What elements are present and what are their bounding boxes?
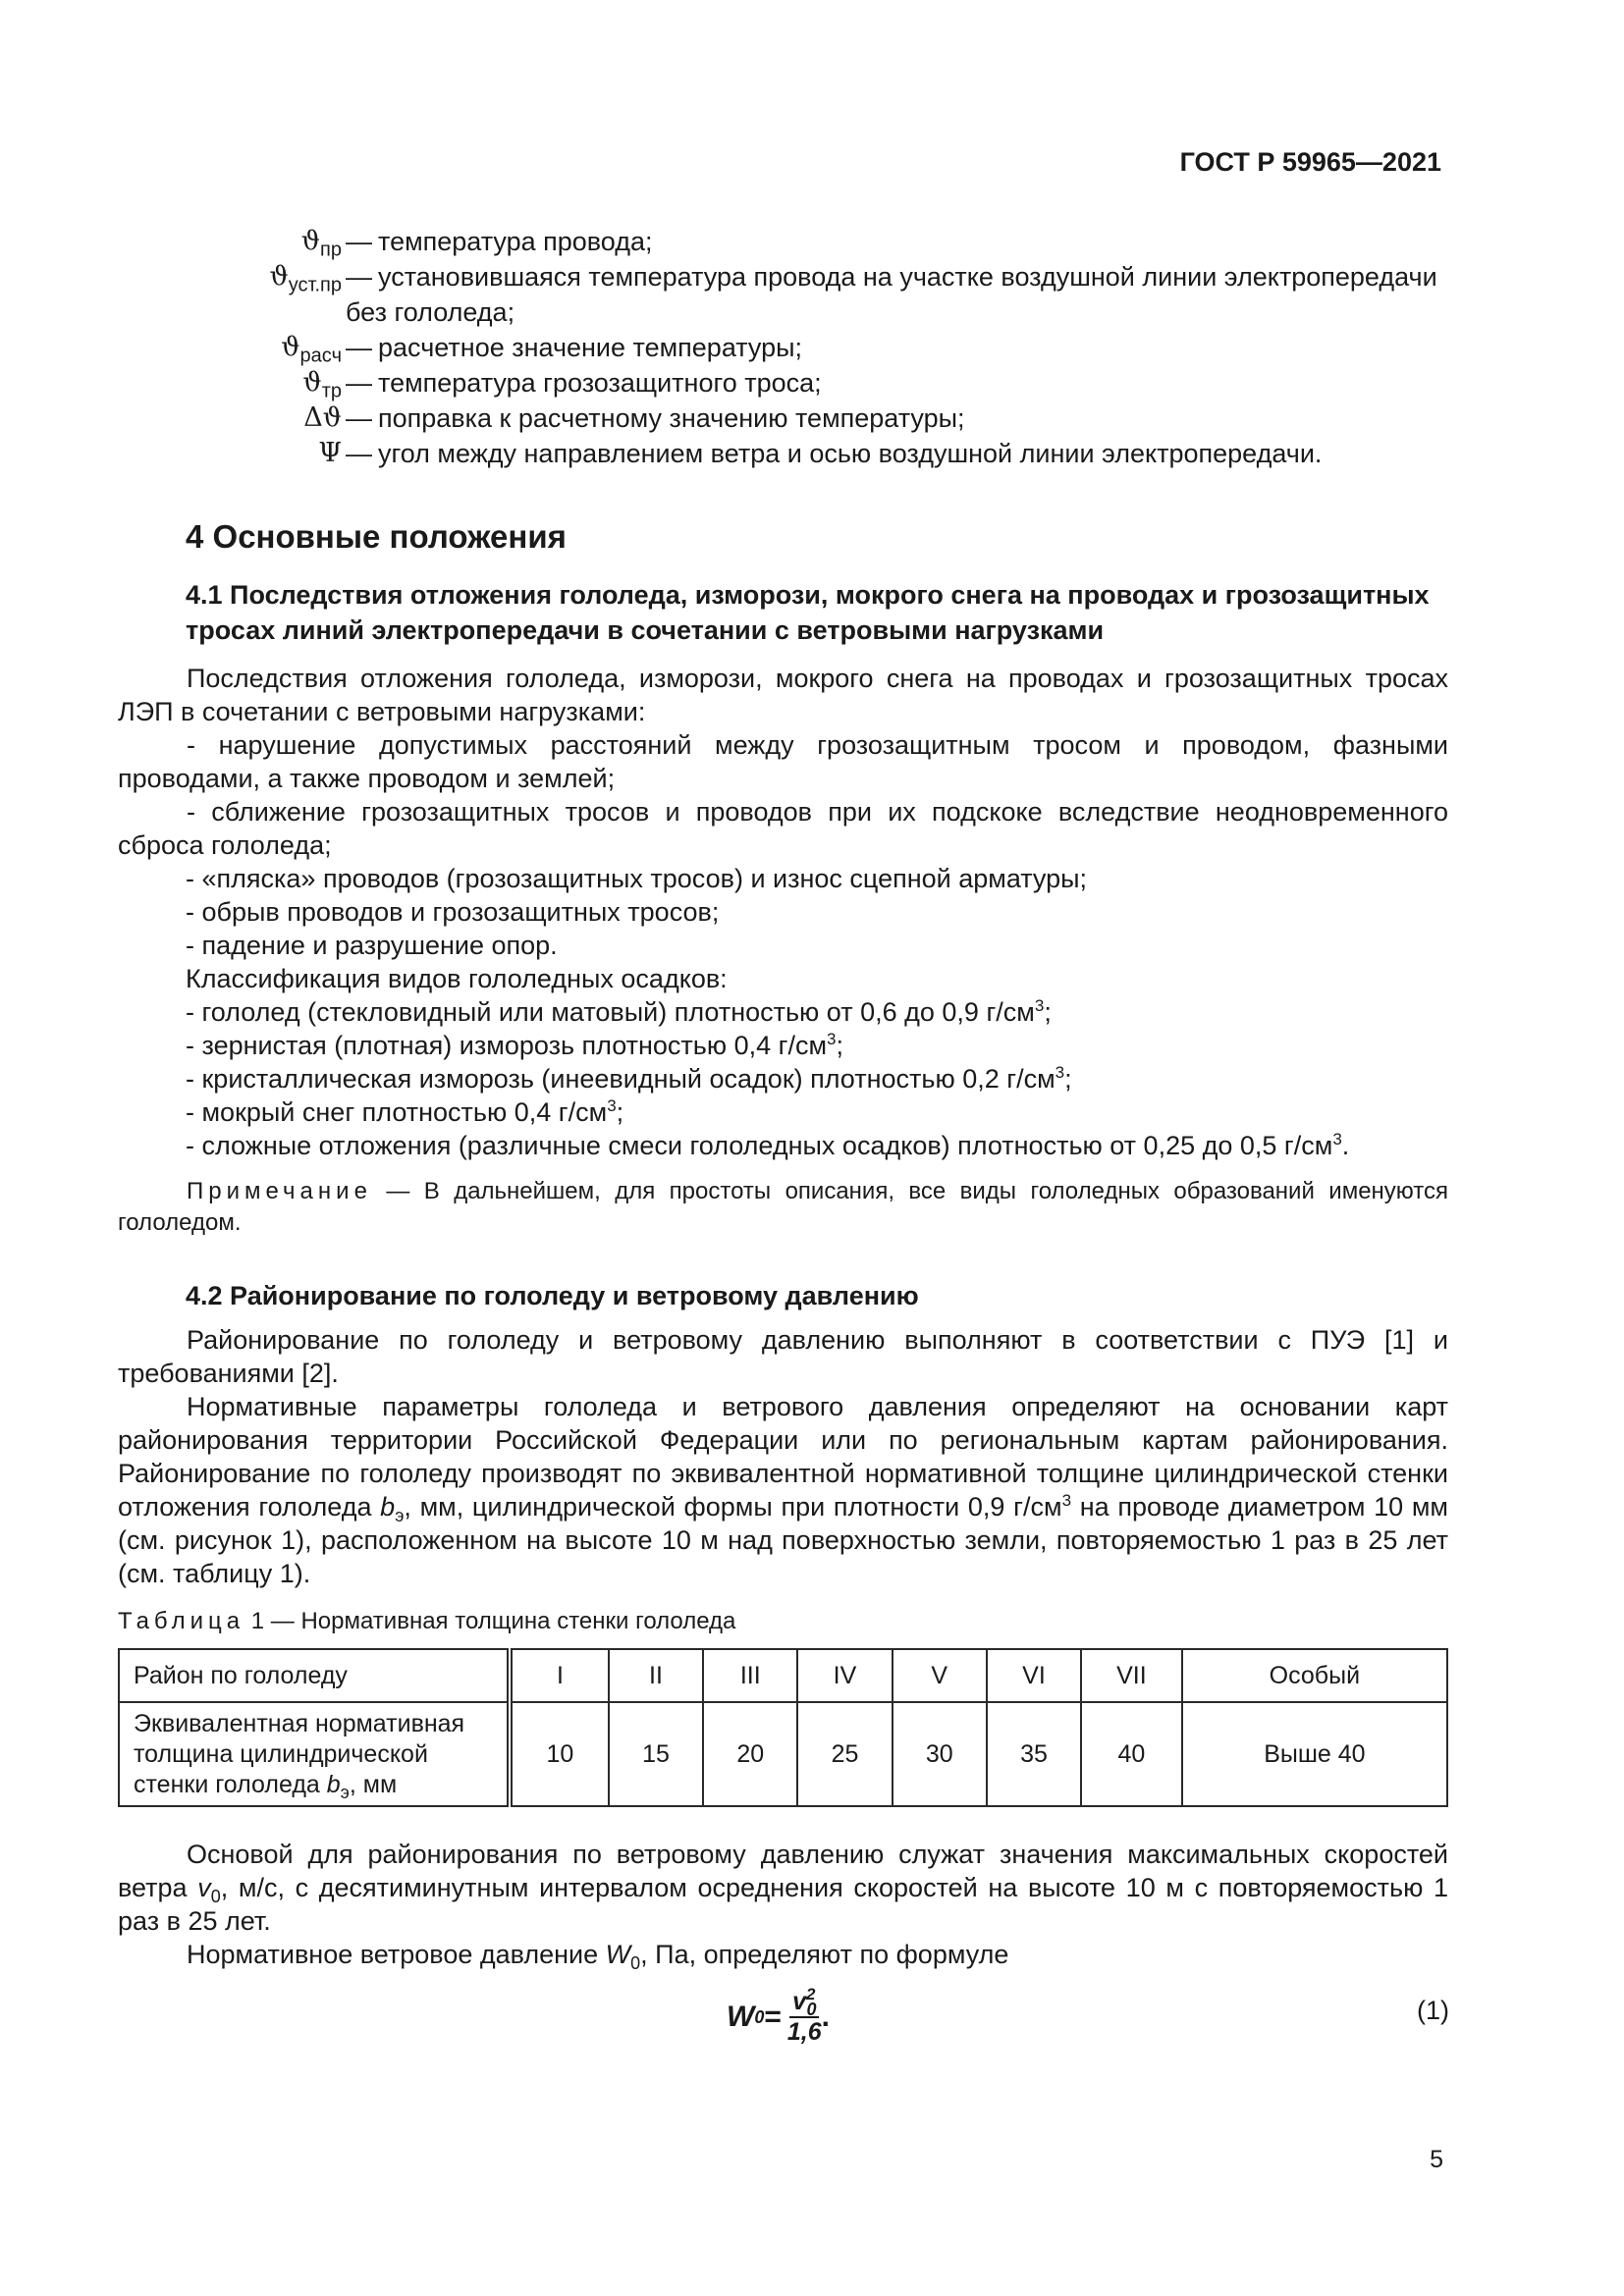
- table-cell: 15: [609, 1702, 703, 1806]
- list-item: - мокрый снег плотностью 0,4 $г/см^3$;: [186, 1096, 624, 1127]
- table-cell: 20: [703, 1702, 797, 1806]
- symbol-description: температура грозозащитного троса;: [378, 368, 822, 398]
- table-cell: 30: [893, 1702, 987, 1806]
- formula: W 0 = $\frac{v^2_0}{1,6}$ .: [727, 1985, 830, 2046]
- subsection-heading: 4.1 Последствия отложения гололеда, изморози, мокрого снега на проводах и грозозащитных тросах линий электропередачи в сочетании с ветровыми нагрузками: [186, 580, 1430, 645]
- page-number: 5: [1430, 2146, 1443, 2173]
- table-cell: Район по гололеду: [119, 1649, 510, 1702]
- table-cell: VI: [987, 1649, 1081, 1702]
- table-cell: I: [510, 1649, 609, 1702]
- table-cell: 10: [510, 1702, 609, 1806]
- table-cell: 35: [987, 1702, 1081, 1806]
- table-cell: 40: [1081, 1702, 1182, 1806]
- table-cell: III: [703, 1649, 797, 1702]
- symbol-description: температура провода;: [378, 227, 653, 256]
- symbol-entry: $ϑ_{уст.пр}$ — установившаяся температура провода на участке воздушной линии электропередачи без гололеда;: [269, 261, 1437, 327]
- classification-title: Классификация видов гололедных осадков:: [186, 964, 728, 993]
- note: Примечание — В дальнейшем, для простоты описания, все виды гололедных образований именуются гололедом.: [118, 1178, 1448, 1236]
- table-cell: Особый: [1182, 1649, 1447, 1702]
- table-caption: Таблица 1 — Нормативная толщина стенки гололеда: [118, 1608, 736, 1634]
- paragraph: Нормативное ветровое давление $W_0$, Па, определяют по формуле: [187, 1940, 1009, 1973]
- subsection-heading: 4.2 Районирование по гололеду и ветровому давлению: [186, 1281, 919, 1310]
- table-cell: V: [893, 1649, 987, 1702]
- list-item: - гололед (стекловидный или матовый) плотностью от 0,6 до 0,9 $г/см^3$;: [186, 996, 1052, 1027]
- symbol-description: угол между направлением ветра и осью воздушной линии электропередачи.: [378, 439, 1323, 468]
- symbol-entry: Δϑ — поправка к расчетному значению температуры;: [303, 402, 965, 433]
- symbol-description: поправка к расчетному значению температуры;: [378, 403, 965, 433]
- document-header: ГОСТ Р 59965—2021: [1179, 147, 1441, 177]
- equation-number: (1): [1417, 1996, 1449, 2025]
- note-label: Примечание: [187, 1178, 372, 1204]
- paragraph: Последствия отложения гололеда, изморози, мокрого снега на проводах и грозозащитных тросах ЛЭП в сочетании с ветровыми нагрузками:: [118, 664, 1448, 726]
- table-row: [119, 1702, 1447, 1806]
- list-item: - «пляска» проводов (грозозащитных тросов) и износ сцепной арматуры;: [186, 864, 1088, 893]
- symbol-entry: $ϑ_{тр}$ — температура грозозащитного троса;: [302, 367, 822, 402]
- icing-table: [118, 1648, 1448, 1807]
- table-cell: IV: [797, 1649, 892, 1702]
- paragraph: Нормативные параметры гололеда и ветрового давления определяют на основании карт районирования территории Российской Федерации или по региональным картам районирования. Районирование по гололеду производят по эквивалентной нормативной толщине цилиндрической стенки отложения гололеда $b_э$, мм, цилиндрической формы при плотности 0,9 $г/см^3$ на проводе диаметром 10 мм (см. рисунок 1), расположенном на высоте 10 м над поверхностью земли, повторяемостью 1 раз в 25 лет (см. таблицу 1).: [118, 1392, 1448, 1588]
- symbol-entry: $ϑ_{расч}$ — расчетное значение температуры;: [281, 332, 803, 367]
- table-cell: VII: [1081, 1649, 1182, 1702]
- table-cell: 25: [797, 1702, 892, 1806]
- list-item: - сближение грозозащитных тросов и проводов при их подскоке вследствие неодновременного сброса гололеда;: [118, 797, 1448, 860]
- table-cell: Выше 40: [1182, 1702, 1447, 1806]
- formula-fraction: $\frac{v^2_0}{1,6}$: [786, 1985, 822, 2046]
- section-heading: 4 Основные положения: [186, 518, 567, 555]
- list-item: - обрыв проводов и грозозащитных тросов;: [186, 897, 720, 927]
- list-item: - зернистая (плотная) изморозь плотностью 0,4 $г/см^3$;: [186, 1030, 844, 1060]
- symbol-description: установившаяся температура провода на участке воздушной линии электропередачи без гололеда;: [346, 262, 1437, 327]
- symbol-entry: Ψ — угол между направлением ветра и осью воздушной линии электропередачи.: [318, 438, 1323, 468]
- list-item: - падение и разрушение опор.: [186, 931, 558, 960]
- table-row: [119, 1649, 1447, 1702]
- list-item: - сложные отложения (различные смеси гололедных осадков) плотностью от 0,25 до 0,5 $г/см^3$.: [186, 1130, 1350, 1160]
- symbol-entry: $ϑ_{пр}$ — температура провода;: [300, 226, 653, 261]
- list-item: - кристаллическая изморозь (инеевидный осадок) плотностью 0,2 $г/см^3$;: [186, 1063, 1072, 1094]
- symbol-description: расчетное значение температуры;: [378, 333, 803, 362]
- table-cell: Эквивалентная нормативная толщина цилиндрической стенки гололеда $b_э$, мм: [119, 1702, 510, 1806]
- table-cell: II: [609, 1649, 703, 1702]
- list-item: - нарушение допустимых расстояний между грозозащитным тросом и проводом, фазными проводами, а также проводом и землей;: [118, 730, 1448, 793]
- paragraph: Районирование по гололеду и ветровому давлению выполняют в соответствии с ПУЭ [1] и требованиями [2].: [118, 1325, 1448, 1388]
- paragraph: Основой для районирования по ветровому давлению служат значения максимальных скоростей ветра $v_0$, м/с, с десятиминутным интервалом осреднения скоростей на высоте 10 м с повторяемостью 1 раз в 25 лет.: [118, 1840, 1448, 1936]
